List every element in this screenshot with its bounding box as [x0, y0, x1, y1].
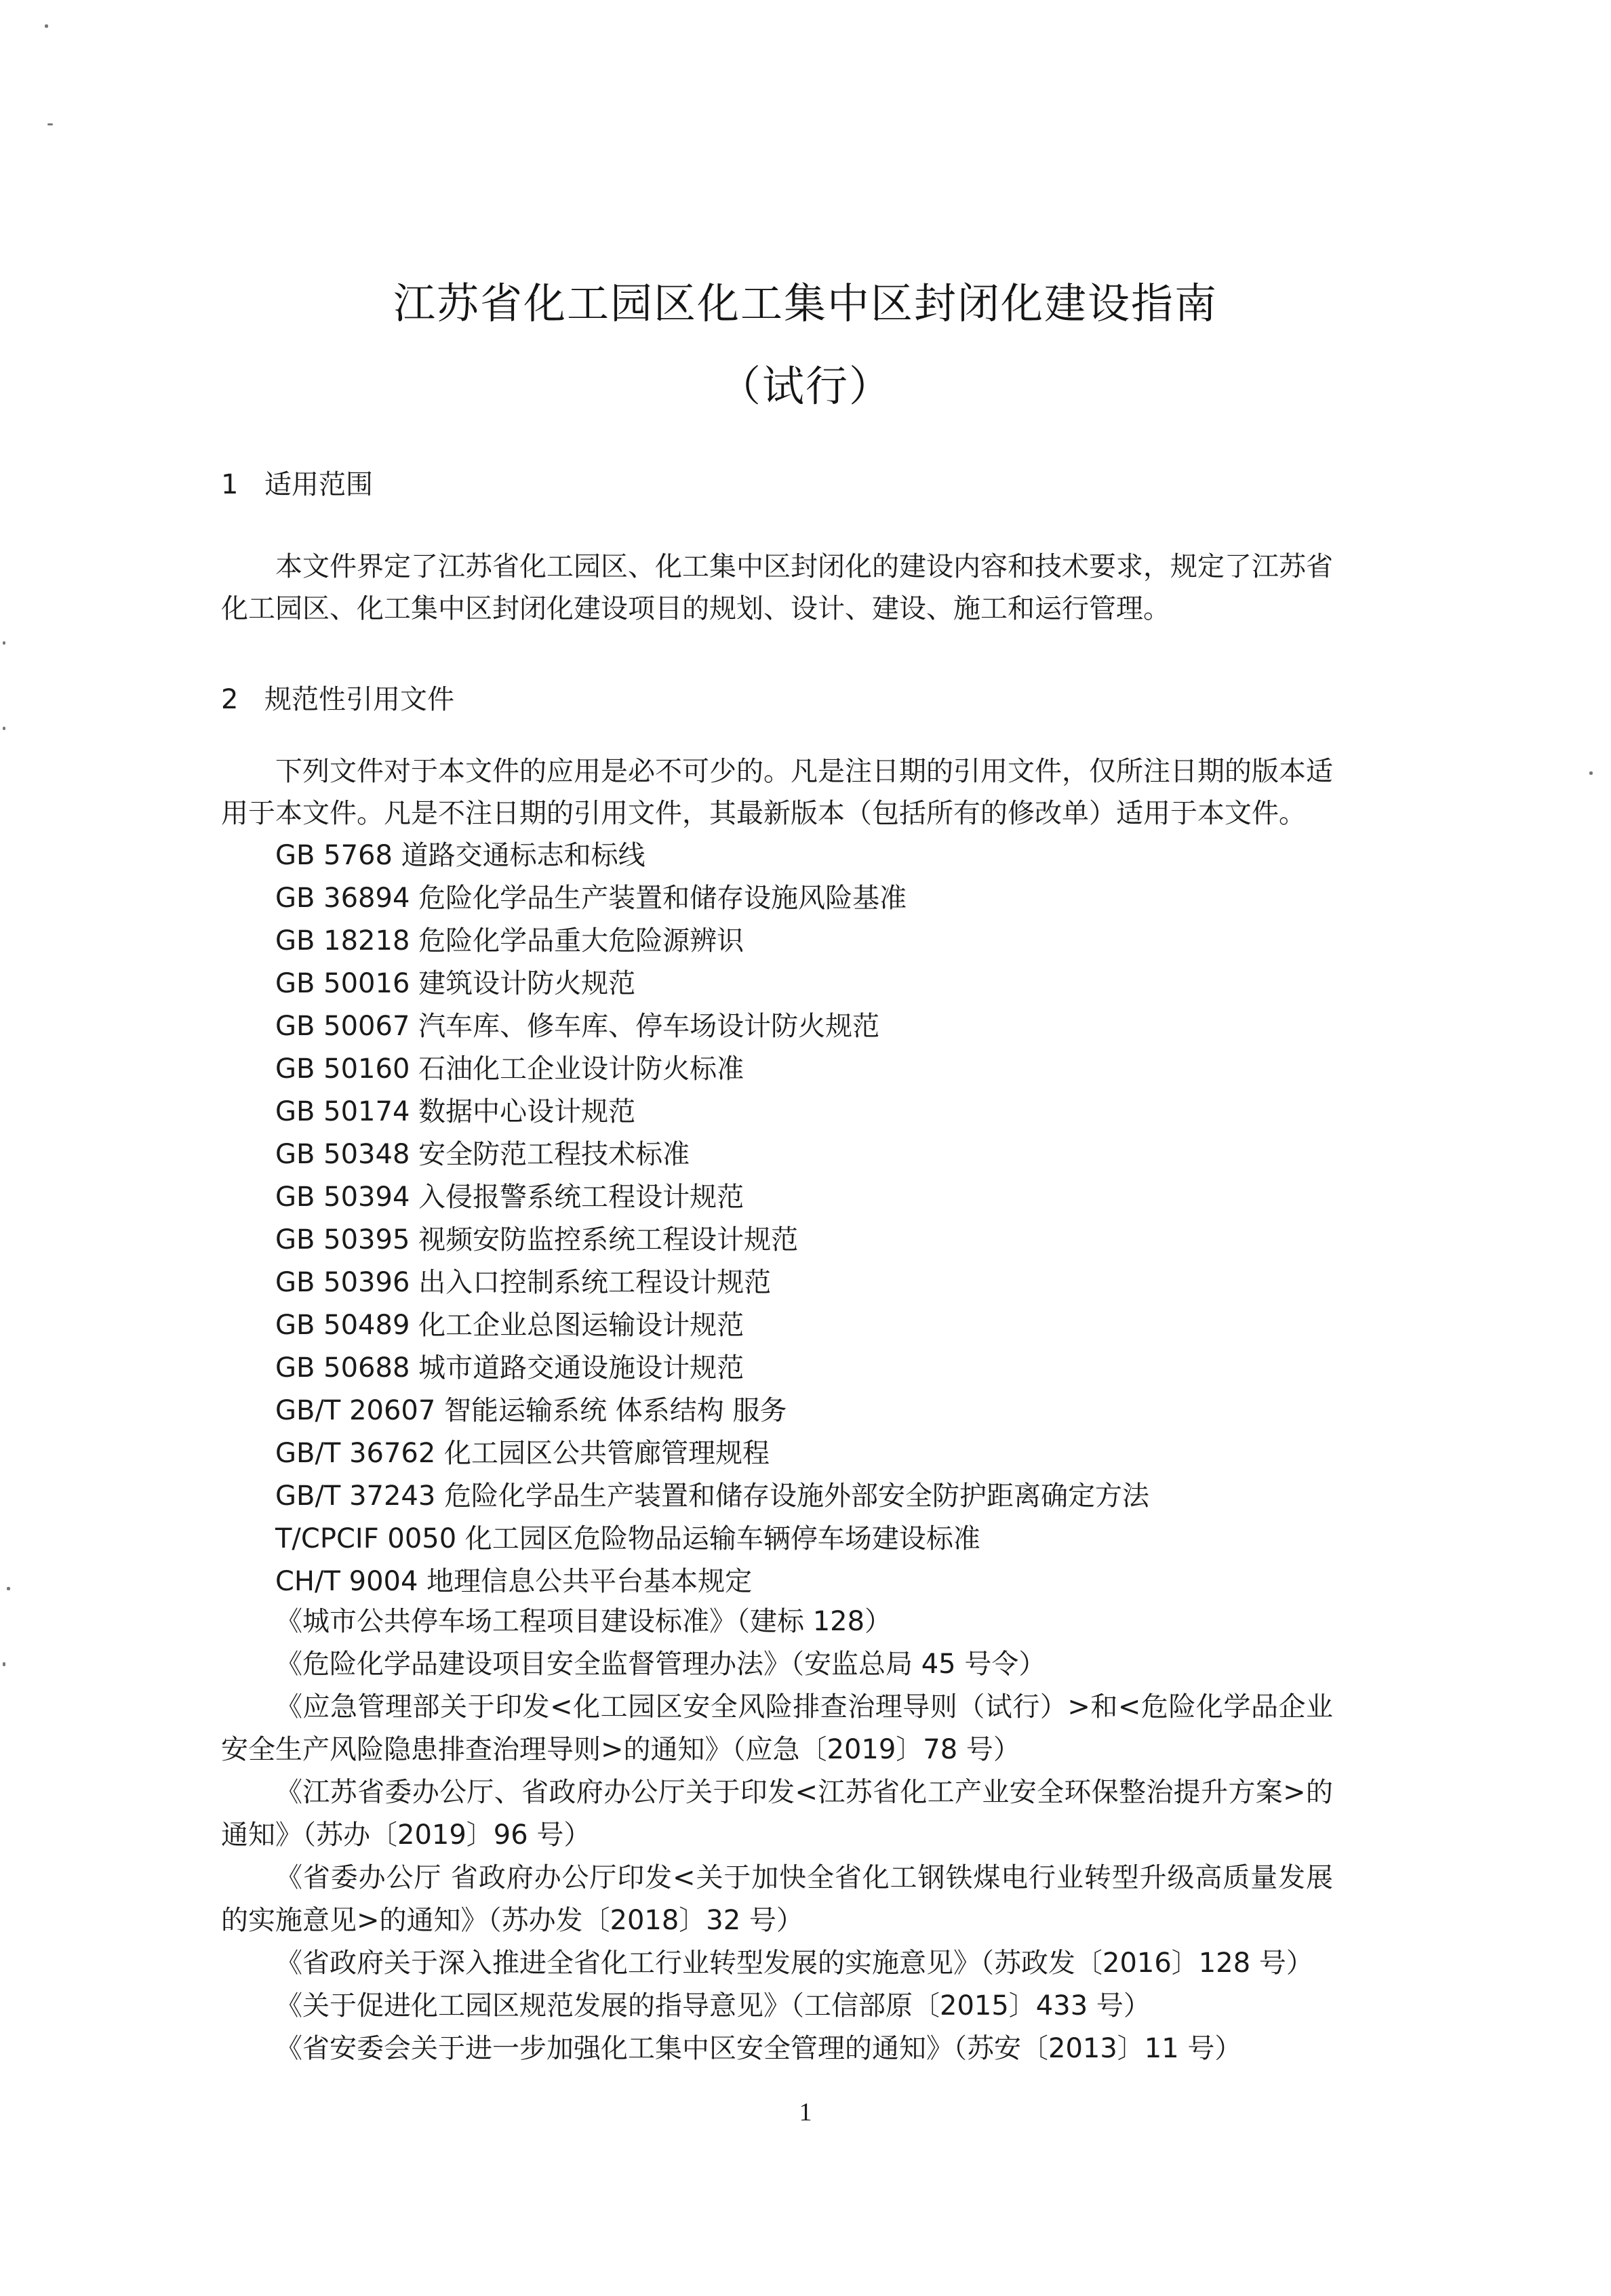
section-number: 1: [221, 469, 239, 500]
reference-item: GB 50067 汽车库、修车库、停车场设计防火规范: [275, 1011, 880, 1042]
reference-item: T/CPCIF 0050 化工园区危险物品运输车辆停车场建设标准: [275, 1523, 980, 1554]
reference-list: [275, 834, 1333, 1603]
reference-item: GB/T 20607 智能运输系统 体系结构 服务: [275, 1395, 787, 1426]
reference-item: GB 5768 道路交通标志和标线: [275, 840, 645, 871]
section-heading-scope: [221, 463, 373, 502]
document-subtitle: （试行）: [718, 361, 892, 411]
section-number: 2: [221, 684, 239, 715]
section-title: 规范性引用文件: [264, 684, 454, 715]
policy-document-item: 《危险化学品建设项目安全监督管理办法》（安监总局 45 号令）: [275, 1649, 1046, 1680]
reference-item: GB 36894 危险化学品生产装置和储存设施风险基准: [275, 883, 907, 914]
reference-item: GB/T 36762 化工园区公共管廊管理规程: [275, 1438, 770, 1469]
page-number: 1: [799, 2098, 812, 2127]
reference-item: GB 18218 危险化学品重大危险源辨识: [275, 925, 744, 956]
document-title: 江苏省化工园区化工集中区封闭化建设指南: [393, 279, 1218, 328]
policy-document-item: 《城市公共停车场工程项目建设标准》（建标 128）: [275, 1606, 892, 1637]
scan-speck: [3, 727, 5, 730]
scan-speck: [3, 641, 5, 645]
policy-document-item: 《应急管理部关于印发<化工园区安全风险排查治理导则（试行）>和<危险化学品企业安全生产风险隐患排查治理导则>的通知》（应急〔2019〕78 号）: [221, 1691, 1333, 1765]
reference-item: GB 50174 数据中心设计规范: [275, 1096, 636, 1127]
policy-document-item: 《省委办公厅 省政府办公厅印发<关于加快全省化工钢铁煤电行业转型升级高质量发展的实施意见>的通知》（苏办发〔2018〕32 号）: [221, 1862, 1333, 1936]
policy-document-item: 《关于促进化工园区规范发展的指导意见》（工信部原〔2015〕433 号）: [275, 1990, 1151, 2021]
section-title: 适用范围: [264, 469, 373, 500]
reference-item: CH/T 9004 地理信息公共平台基本规定: [275, 1566, 753, 1597]
section-paragraph-scope: 本文件界定了江苏省化工园区、化工集中区封闭化的建设内容和技术要求，规定了江苏省化工园区、化工集中区封闭化建设项目的规划、设计、建设、施工和运行管理。: [221, 551, 1333, 624]
scan-speck: [7, 1587, 10, 1590]
scan-speck: [45, 24, 48, 28]
reference-item: GB 50160 石油化工企业设计防火标准: [275, 1053, 744, 1085]
reference-item: GB/T 37243 危险化学品生产装置和储存设施外部安全防护距离确定方法: [275, 1481, 1150, 1512]
scan-speck: [1589, 771, 1593, 775]
reference-item: GB 50394 入侵报警系统工程设计规范: [275, 1182, 744, 1213]
reference-item: GB 50489 化工企业总图运输设计规范: [275, 1310, 744, 1341]
reference-item: GB 50396 出入口控制系统工程设计规范: [275, 1267, 772, 1298]
policy-document-item: 《江苏省委办公厅、省政府办公厅关于印发<江苏省化工产业安全环保整治提升方案>的通知》（苏办〔2019〕96 号）: [221, 1777, 1333, 1851]
reference-item: GB 50016 建筑设计防火规范: [275, 968, 636, 999]
policy-document-item: 《省安委会关于进一步加强化工集中区安全管理的通知》（苏安〔2013〕11 号）: [275, 2033, 1242, 2064]
reference-item: GB 50688 城市道路交通设施设计规范: [275, 1352, 744, 1384]
section-heading-normative-references: [221, 678, 454, 717]
policy-document-list: [221, 1600, 1333, 2070]
scan-speck: [3, 1662, 5, 1666]
scan-speck: [47, 123, 53, 125]
reference-item: GB 50395 视频安防监控系统工程设计规范: [275, 1224, 799, 1255]
section-paragraph-normative-references: 下列文件对于本文件的应用是必不可少的。凡是注日期的引用文件，仅所注日期的版本适用于本文件。凡是不注日期的引用文件，其最新版本（包括所有的修改单）适用于本文件。: [221, 756, 1333, 829]
reference-item: GB 50348 安全防范工程技术标准: [275, 1139, 690, 1170]
policy-document-item: 《省政府关于深入推进全省化工行业转型发展的实施意见》（苏政发〔2016〕128 号）: [275, 1948, 1313, 1979]
